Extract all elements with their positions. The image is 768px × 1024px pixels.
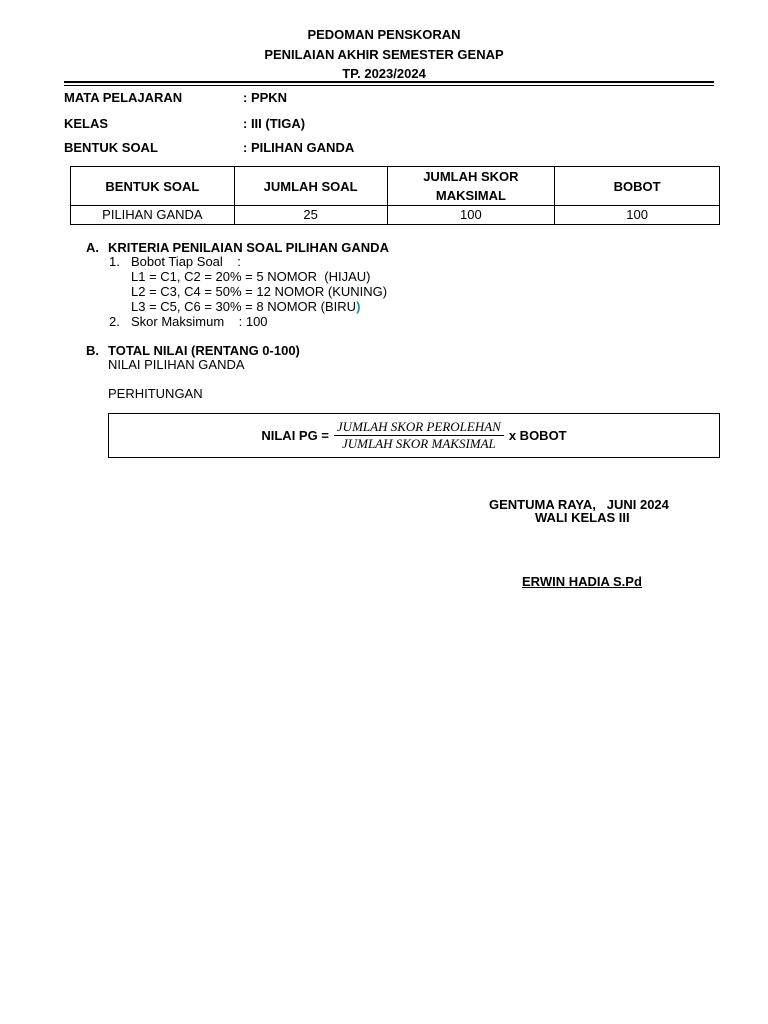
signature-place-date: GENTUMA RAYA, JUNI 2024 <box>489 497 669 512</box>
subject-label: MATA PELAJARAN <box>64 90 183 105</box>
table-header-row <box>71 167 720 206</box>
item-1-marker: 1. <box>109 254 120 269</box>
score-table <box>70 166 720 225</box>
table-header-cell: BOBOT <box>555 167 720 206</box>
item-2-marker: 2. <box>109 314 120 329</box>
fraction-denominator: JUMLAH SKOR MAKSIMAL <box>341 436 496 451</box>
signature-role: WALI KELAS III <box>535 510 630 525</box>
level-1-line: L1 = C1, C2 = 20% = 5 NOMOR (HIJAU) <box>131 269 371 284</box>
formula-label: NILAI PG = <box>261 428 329 443</box>
subject-value: : PPKN <box>243 90 288 105</box>
table-row <box>71 206 720 225</box>
table-header-cell: JUMLAH SOAL <box>234 167 387 206</box>
table-cell: PILIHAN GANDA <box>71 206 235 225</box>
question-form-value: : PILIHAN GANDA <box>243 140 355 155</box>
section-a-title: KRITERIA PENILAIAN SOAL PILIHAN GANDA <box>108 240 389 255</box>
header-rule-thick <box>64 81 714 83</box>
score-formula <box>109 414 719 457</box>
doc-title: PEDOMAN PENSKORAN <box>307 27 461 42</box>
formula-multiplier: x BOBOT <box>508 428 567 443</box>
section-b-title: TOTAL NILAI (RENTANG 0-100) <box>108 343 300 358</box>
header-rule-thin <box>64 85 714 86</box>
calculation-label: PERHITUNGAN <box>108 386 203 401</box>
signature-name: ERWIN HADIA S.Pd <box>522 574 642 589</box>
formula-fraction <box>334 419 504 452</box>
level-2-line: L2 = C3, C4 = 50% = 12 NOMOR (KUNING) <box>131 284 388 299</box>
section-b-marker: B. <box>86 343 99 358</box>
doc-subtitle: PENILAIAN AKHIR SEMESTER GENAP <box>264 47 504 62</box>
level-3-line <box>131 299 360 314</box>
table-header-cell: BENTUK SOAL <box>71 167 235 206</box>
table-cell: 100 <box>387 206 555 225</box>
table-header-cell: JUMLAH SKOR MAKSIMAL <box>387 167 555 206</box>
question-form-label: BENTUK SOAL <box>64 140 158 155</box>
level-3-text: L3 = C5, C6 = 30% = 8 NOMOR (BIRU <box>131 299 357 314</box>
class-value: : III (TIGA) <box>243 116 306 131</box>
table-cell: 100 <box>555 206 720 225</box>
doc-year: TP. 2023/2024 <box>342 66 426 81</box>
level-3-close-paren: ) <box>356 299 361 314</box>
item-2-label: Skor Maksimum : 100 <box>131 314 268 329</box>
section-a-marker: A. <box>86 240 99 255</box>
class-label: KELAS <box>64 116 109 131</box>
item-1-label: Bobot Tiap Soal : <box>131 254 241 269</box>
table-cell: 25 <box>234 206 387 225</box>
fraction-numerator: JUMLAH SKOR PEROLEHAN <box>334 419 504 436</box>
formula-box <box>108 413 720 458</box>
section-b-subtitle: NILAI PILIHAN GANDA <box>108 357 245 372</box>
